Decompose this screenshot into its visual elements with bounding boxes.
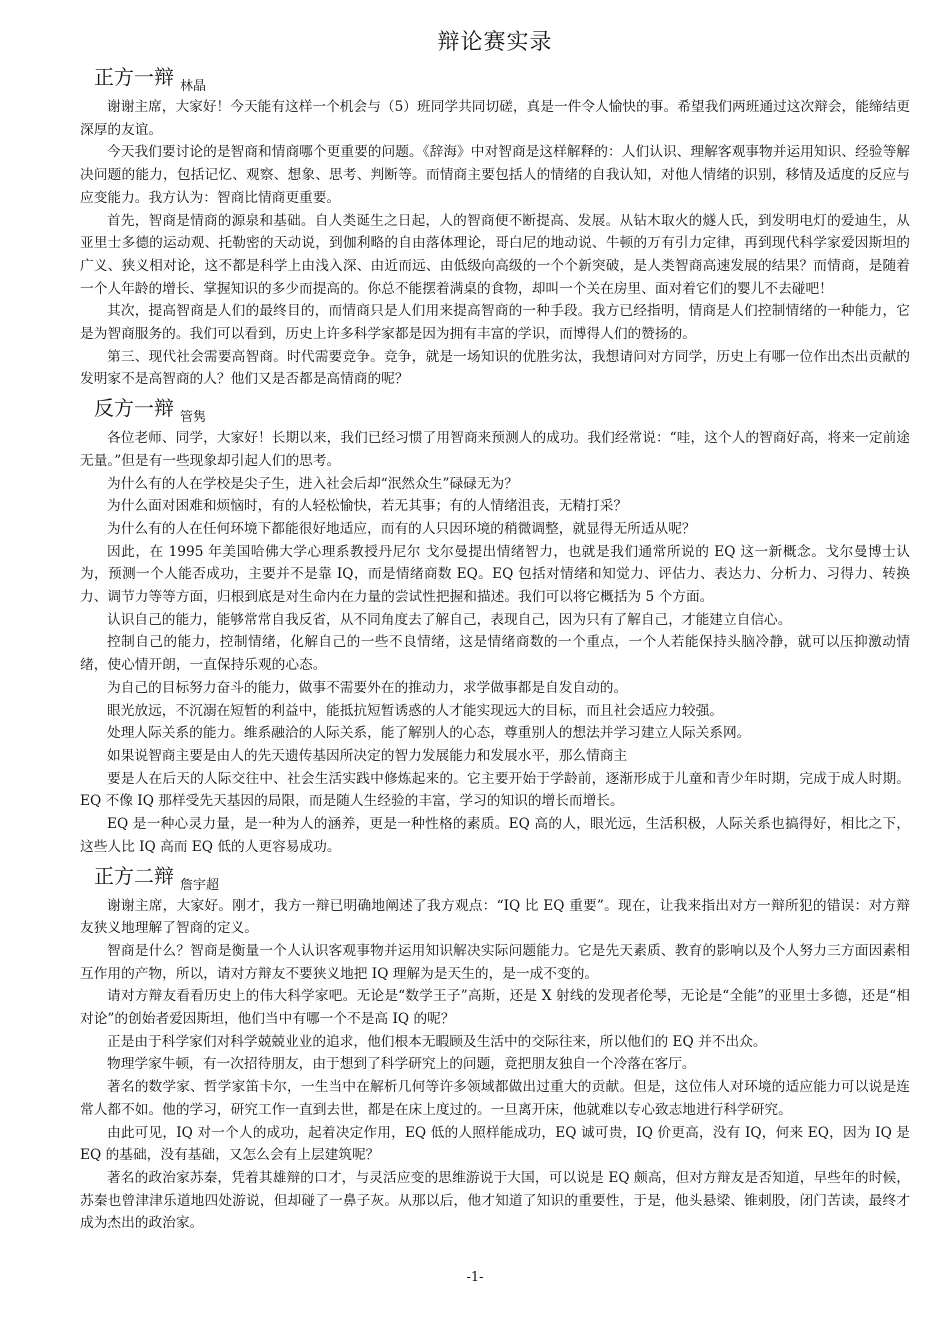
speaker-name: 詹宇超 xyxy=(180,877,220,893)
paragraph: 为什么有的人在任何环境下都能很好地适应，而有的人只因环境的稍微调整，就显得无所适从呢？ xyxy=(107,520,696,537)
document-title: 辩论赛实录 xyxy=(437,30,553,55)
document-page xyxy=(80,28,910,1235)
speaker-role: 反方一辩 xyxy=(94,396,174,421)
paragraph: 正是由于科学家们对科学兢兢业业的追求，他们根本无暇顾及生活中的交际往来，所以他们的 EQ 并不出众。 xyxy=(107,1033,767,1050)
paragraph: 控制自己的能力，控制情绪，化解自己的一些不良情绪，这是情绪商数的一个重点，一个人若能保持头脑冷静，就可以压抑激动情绪，使心情开朗，一直保持乐观的心态。 xyxy=(80,634,910,674)
speaker-role: 正方二辩 xyxy=(94,863,174,888)
speaker-name: 林晶 xyxy=(180,79,207,94)
speaker-role: 正方一辩 xyxy=(94,65,174,89)
paragraph: 为什么有的人在学校是尖子生，进入社会后却“泯然众生”碌碌无为？ xyxy=(107,475,518,492)
paragraph: EQ 是一种心灵力量，是一种为人的涵养，更是一种性格的素质。EQ 高的人，眼光远，生活积极，人际关系也搞得好，相比之下，这些人比 IQ 高而 EQ 低的人更容易成功。 xyxy=(80,816,910,855)
paragraph: 著名的数学家、哲学家笛卡尔，一生当中在解析几何等许多领域都做出过重大的贡献。但是，这位伟人对环境的适应能力可以说是连常人都不如。他的学习，研究工作一直到去世，都是在床上度过的。一旦离开床，他就难以专心致志地进行科学研究。 xyxy=(80,1079,910,1118)
speaker-heading xyxy=(94,395,910,425)
paragraph: 因此，在 1995 年美国哈佛大学心理系教授丹尼尔 戈尔曼提出情绪智力，也就是我们通常所说的 EQ 这一新概念。戈尔曼博士认为，预测一个人能否成功，主要并不是靠 IQ，而是情绪商数 EQ。EQ 包括对情绪和知觉力、评估力、表达力、分析力、习得力、转换力、调节力等等方面，归根到底是对生命内在力量的尝试性把握和描述。我们可以将它概括为 5 个方面。 xyxy=(80,543,910,606)
paragraph: 眼光放远，不沉溺在短暂的利益中，能抵抗短暂诱惑的人才能实现远大的目标，而且社会适应力较强。 xyxy=(107,702,723,719)
paragraph: 其次，提高智商是人们的最终目的，而情商只是人们用来提高智商的一种手段。我方已经指明，情商是人们控制情绪的一种能力，它是为智商服务的。我们可以看到，历史上许多科学家都是因为拥有丰富的学识，而博得人们的赞扬的。 xyxy=(80,303,910,343)
page-number: -1- xyxy=(466,1270,484,1285)
paragraph: 著名的政治家苏秦，凭着其雄辩的口才，与灵活应变的思维游说于大国，可以说是 EQ 颇高，但对方辩友是否知道，早些年的时候，苏秦也曾津津乐道地四处游说，但却碰了一鼻子灰。从那以后，他才知道了知识的重要性，于是，他头悬梁、锥刺股，闭门苦读，最终才成为杰出的政治家。 xyxy=(80,1169,910,1232)
paragraph: 谢谢主席，大家好！今天能有这样一个机会与（5）班同学共同切磋，真是一件令人愉快的事。希望我们两班通过这次辩会，能缔结更深厚的友谊。 xyxy=(80,99,910,138)
paragraph: 由此可见，IQ 对一个人的成功，起着决定作用，EQ 低的人照样能成功，EQ 诚可贵，IQ 价更高，没有 IQ，何来 EQ，因为 IQ 是 EQ 的基础，没有基础，又怎么会有上层建筑呢？ xyxy=(80,1124,910,1164)
paragraph: 要是人在后天的人际交往中、社会生活实践中修炼起来的。它主要开始于学龄前，逐渐形成于儿童和青少年时期，完成于成人时期。EQ 不像 IQ 那样受先天基因的局限，而是随人生经验的丰富，学习的知识的增长而增长。 xyxy=(80,770,910,810)
paragraph: 处理人际关系的能力。维系融洽的人际关系，能了解别人的心态，尊重别人的想法并学习建立人际关系网。 xyxy=(107,725,751,742)
paragraph: 各位老师、同学，大家好！长期以来，我们已经习惯了用智商来预测人的成功。我们经常说：“哇，这个人的智商好高，将来一定前途无量。”但是有一些现象却引起人们的思考。 xyxy=(80,430,910,469)
paragraph: 认识自己的能力，能够常常自我反省，从不同角度去了解自己，表现自己，因为只有了解自己，才能建立自信心。 xyxy=(107,611,792,628)
speaker-name: 管隽 xyxy=(180,410,207,426)
speaker-heading xyxy=(94,64,910,94)
paragraph: 为什么面对困难和烦恼时，有的人轻松愉快，若无其事；有的人情绪沮丧，无精打采？ xyxy=(107,498,628,515)
speaker-heading xyxy=(94,863,910,893)
paragraph: 谢谢主席，大家好。刚才，我方一辩已明确地阐述了我方观点：“IQ 比 EQ 重要”。现在，让我来指出对方一辩所犯的错误：对方辩友狭义地理解了智商的定义。 xyxy=(80,897,910,937)
paragraph: 今天我们要讨论的是智商和情商哪个更重要的问题。《辞海》中对智商是这样解释的：人们认识、理解客观事物并运用知识、经验等解决问题的能力，包括记忆、观察、想象、思考、判断等。而情商主要包括人的情绪的自我认知，对他人情绪的识别，移情及适度的反应与应变能力。我方认为：智商比情商更重要。 xyxy=(80,144,910,206)
paragraph: 请对方辩友看看历史上的伟大科学家吧。无论是“数学王子”高斯，还是 X 射线的发现者伦琴，无论是“全能”的亚里士多德，还是“相对论”的创始者爱因斯坦，他们当中有哪一个不是高 IQ 的呢？ xyxy=(80,988,910,1028)
paragraph: 第三、现代社会需要高智商。时代需要竞争。竞争，就是一场知识的优胜劣汰，我想请问对方同学，历史上有哪一位作出杰出贡献的发明家不是高智商的人？他们又是否都是高情商的呢？ xyxy=(80,348,910,388)
paragraph: 首先，智商是情商的源泉和基础。自人类诞生之日起，人的智商便不断提高、发展。从钻木取火的燧人氏，到发明电灯的爱迪生，从亚里士多德的运动观、托勒密的天动说，到伽利略的自由落体理论，哥白尼的地动说、牛顿的万有引力定律，再到现代科学家爱因斯坦的广义、狭义相对论，这不都是科学上由浅入深、由近而远、由低级向高级的一个个新突破，是人类智商高速发展的结果？而情商，是随着一个人年龄的增长、掌握知识的多少而提高的。你总不能摆着满桌的食物，却叫一个关在房里、面对着它们的婴儿不去碰吧！ xyxy=(80,212,910,297)
paragraph: 物理学家牛顿，有一次招待朋友，由于想到了科学研究上的问题，竟把朋友独自一个冷落在客厅。 xyxy=(107,1056,696,1073)
paragraph: 为自己的目标努力奋斗的能力，做事不需要外在的推动力，求学做事都是自发自动的。 xyxy=(107,679,628,696)
paragraph: 智商是什么？智商是衡量一个人认识客观事物并运用知识解决实际问题能力。它是先天素质、教育的影响以及个人努力三方面因素相互作用的产物，所以，请对方辩友不要狭义地把 IQ 理解为是天生的，是一成不变的。 xyxy=(80,942,910,982)
paragraph: 如果说智商主要是由人的先天遗传基因所决定的智力发展能力和发展水平，那么情商主 xyxy=(107,747,628,764)
